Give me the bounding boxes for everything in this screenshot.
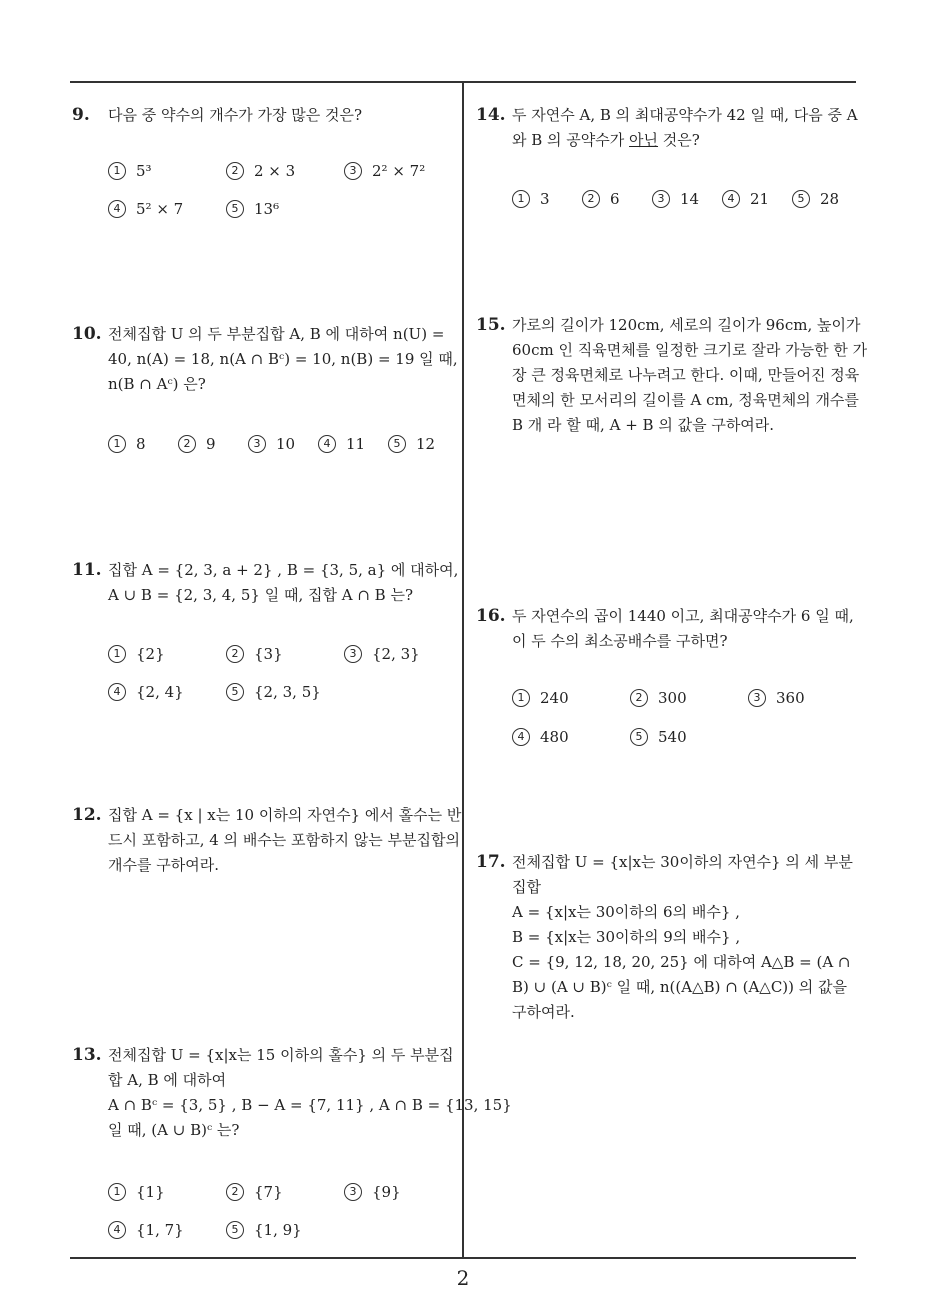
q16-option-1: 1 240 (512, 689, 569, 707)
option-mark: 4 (108, 1221, 126, 1239)
question-number: 15. (476, 315, 506, 335)
question-number: 11. (72, 560, 102, 580)
question-text: 집합 A = {2, 3, a + 2} , B = {3, 5, a} 에 대하여, A ∪ B = {2, 3, 4, 5} 일 때, 집합 A ∩ B 는? (108, 561, 459, 604)
q10-option-1: 1 8 (108, 435, 146, 453)
q14-option-2: 2 6 (582, 190, 620, 208)
option-mark: 5 (226, 683, 244, 701)
question-text: 두 자연수 A, B 의 최대공약수가 42 일 때, 다음 중 A 와 B 의 공약수가 아닌 것은? (512, 106, 858, 149)
option-mark: 3 (344, 1183, 362, 1201)
bottom-rule (70, 1257, 856, 1259)
option-mark: 3 (344, 162, 362, 180)
q10-option-4: 4 11 (318, 435, 365, 453)
q11-option-2: 2 {3} (226, 645, 283, 663)
option-mark: 2 (630, 689, 648, 707)
q9-option-3: 3 2² × 7² (344, 162, 425, 180)
option-mark: 1 (512, 190, 530, 208)
question-text: 전체집합 U = {x|x는 30이하의 자연수} 의 세 부분 집합 A = {x|x는 30이하의 6의 배수} , B = {x|x는 30이하의 9의 배수} , C = {9, 12, 18, 20, 25} 에 대하여 A△B = (A ∩ B) ∪ (A ∪ B)ᶜ 일 때, n((A△B) ∩ (A△C)) 의 값을 구하여라. (512, 853, 853, 1021)
question-text: 전체집합 U 의 두 부분집합 A, B 에 대하여 n(U) = 40, n(A) = 18, n(A ∩ Bᶜ) = 10, n(B) = 19 일 때, n(B ∩ Aᶜ) 은? (108, 325, 458, 393)
q13-option-1: 1 {1} (108, 1183, 165, 1201)
q10-option-5: 5 12 (388, 435, 435, 453)
question-number: 16. (476, 606, 506, 626)
option-mark: 3 (652, 190, 670, 208)
q14-option-1: 1 3 (512, 190, 550, 208)
q9-option-2: 2 2 × 3 (226, 162, 295, 180)
q11-option-3: 3 {2, 3} (344, 645, 420, 663)
q16-option-4: 4 480 (512, 728, 569, 746)
q13-option-2: 2 {7} (226, 1183, 283, 1201)
q14-option-3: 3 14 (652, 190, 699, 208)
q13-option-3: 3 {9} (344, 1183, 401, 1201)
option-mark: 2 (178, 435, 196, 453)
option-mark: 4 (512, 728, 530, 746)
option-mark: 1 (512, 689, 530, 707)
option-mark: 1 (108, 435, 126, 453)
option-mark: 5 (226, 1221, 244, 1239)
question-text: 다음 중 약수의 개수가 가장 많은 것은? (108, 106, 363, 124)
option-mark: 3 (248, 435, 266, 453)
question-number: 13. (72, 1045, 102, 1065)
option-mark: 2 (226, 1183, 244, 1201)
q16-option-3: 3 360 (748, 689, 805, 707)
option-mark: 2 (226, 162, 244, 180)
question-text: 두 자연수의 곱이 1440 이고, 최대공약수가 6 일 때, 이 두 수의 최소공배수를 구하면? (512, 607, 854, 650)
q13-option-4: 4 {1, 7} (108, 1221, 184, 1239)
page-number: 2 (456, 1266, 470, 1290)
q9-option-4: 4 5² × 7 (108, 200, 183, 218)
q14-option-5: 5 28 (792, 190, 839, 208)
q16-option-2: 2 300 (630, 689, 687, 707)
q16-option-5: 5 540 (630, 728, 687, 746)
q11-option-4: 4 {2, 4} (108, 683, 184, 701)
question-text: 집합 A = {x | x는 10 이하의 자연수} 에서 홀수는 반 드시 포함하고, 4 의 배수는 포함하지 않는 부분집합의 개수를 구하여라. (108, 806, 462, 874)
q14-option-4: 4 21 (722, 190, 769, 208)
question-number: 10. (72, 324, 102, 344)
option-mark: 3 (344, 645, 362, 663)
q11-option-5: 5 {2, 3, 5} (226, 683, 321, 701)
option-mark: 1 (108, 1183, 126, 1201)
option-mark: 3 (748, 689, 766, 707)
question-number: 17. (476, 852, 506, 872)
option-mark: 5 (388, 435, 406, 453)
option-mark: 1 (108, 162, 126, 180)
option-mark: 4 (108, 200, 126, 218)
option-mark: 4 (108, 683, 126, 701)
option-mark: 5 (226, 200, 244, 218)
underlined-not: 아닌 (629, 131, 659, 149)
q9-option-1: 1 5³ (108, 162, 152, 180)
q10-option-2: 2 9 (178, 435, 216, 453)
question-number: 14. (476, 105, 506, 125)
question-number: 9. (72, 105, 90, 125)
option-mark: 2 (582, 190, 600, 208)
option-mark: 1 (108, 645, 126, 663)
question-text: 가로의 길이가 120cm, 세로의 길이가 96cm, 높이가 60cm 인 직육면체를 일정한 크기로 잘라 가능한 한 가 장 큰 정육면체로 나누려고 한다. 이때, 만들어진 정육 면체의 한 모서리의 길이를 A cm, 정육면체의 개수를 B 개 라 할 때, A + B 의 값을 구하여라. (512, 316, 868, 434)
option-mark: 2 (226, 645, 244, 663)
q10-option-3: 3 10 (248, 435, 295, 453)
q13-option-5: 5 {1, 9} (226, 1221, 302, 1239)
q11-option-1: 1 {2} (108, 645, 165, 663)
q9-option-5: 5 13⁶ (226, 200, 279, 218)
option-mark: 5 (630, 728, 648, 746)
option-mark: 4 (318, 435, 336, 453)
option-mark: 4 (722, 190, 740, 208)
question-text: 전체집합 U = {x|x는 15 이하의 홀수} 의 두 부분집 합 A, B 에 대하여 A ∩ Bᶜ = {3, 5} , B − A = {7, 11} , A ∩ B = {13, 15} 일 때, (A ∪ B)ᶜ 는? (108, 1046, 512, 1139)
question-number: 12. (72, 805, 102, 825)
option-mark: 5 (792, 190, 810, 208)
